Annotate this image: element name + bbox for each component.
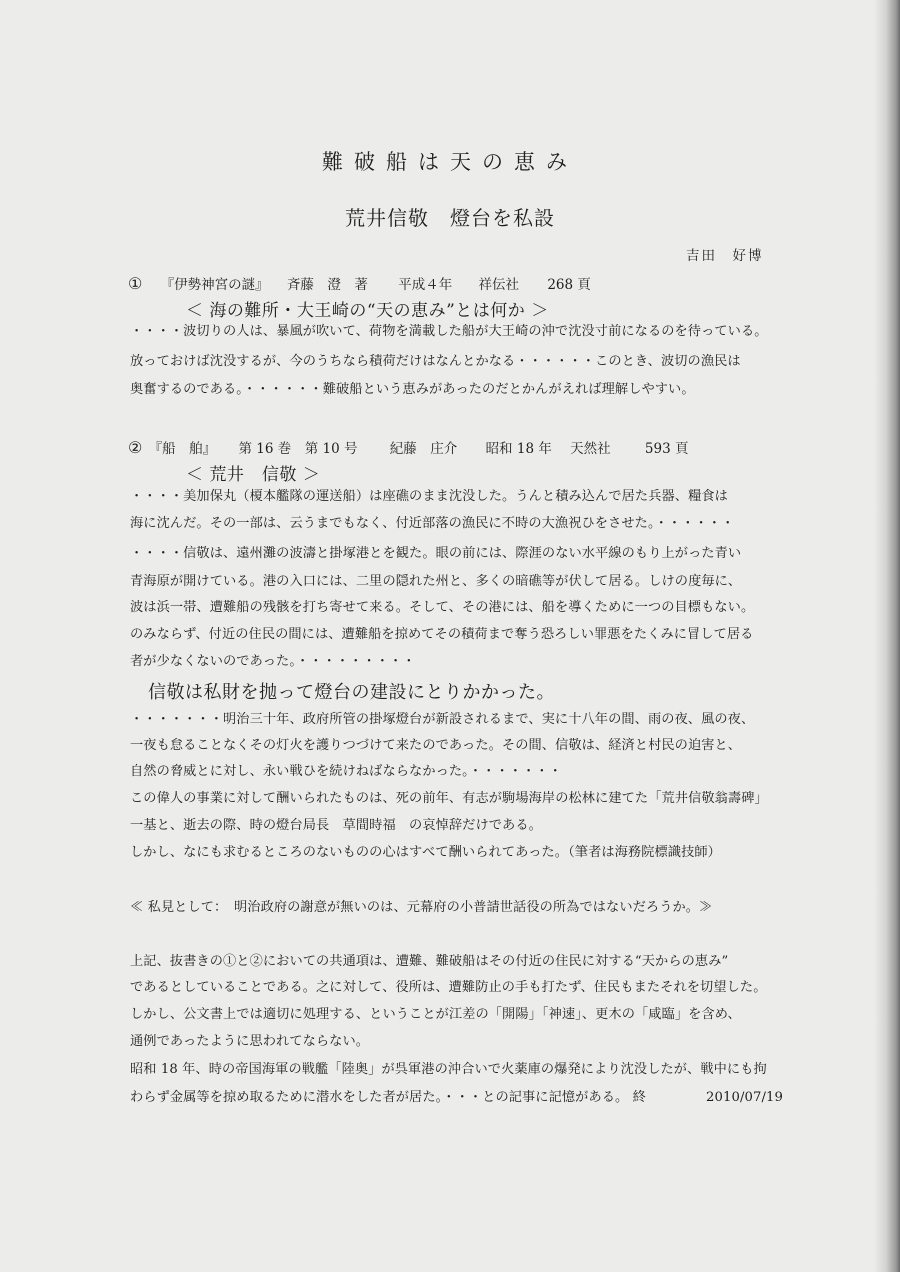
section2-line: 海に沈んだ。その一部は、云うまでもなく、付近部落の漁民に不時の大漁祝ひをさせた。・・・・・・ — [130, 516, 735, 531]
section2-line: ・・・・信敬は、遠州灘の波濤と掛塚港とを観た。眼の前には、際涯のない水平線のもり上がった青い — [130, 546, 742, 561]
section1-book: 『伊勢神宮の謎』 — [160, 277, 269, 293]
section2-line: 波は浜一帯、遭難船の残骸を打ち寄せて来る。そして、その港には、船を導くために一つの目標もない。 — [130, 600, 755, 615]
summary-line: わらず金属等を掠め取るために潜水をした者が居た。・・・との記事に記憶がある。 終 — [130, 1090, 646, 1105]
section1-date: 平成４年 — [398, 277, 453, 293]
section1-publisher: 祥伝社 — [478, 277, 520, 293]
opinion-note: ≪ 私見として： 明治政府の謝意が無いのは、元幕府の小普請世話役の所為ではないだろうか。≫ — [130, 900, 713, 915]
section2-line: 一基と、逝去の際、時の燈台局長 草間時福 の哀悼辞だけである。 — [130, 818, 542, 833]
section2-reference — [128, 437, 688, 457]
section1-reference — [128, 273, 591, 293]
document-subtitle: 荒井信敬 燈台を私設 — [345, 206, 555, 230]
section2-number: ② — [128, 438, 143, 457]
section2-publisher: 天然社 — [570, 441, 611, 457]
author-name: 吉田 好博 — [686, 248, 764, 264]
section2-line: ・・・・・・・明治三十年、政府所管の掛塚燈台が新設されるまで、実に十八年の間、雨の夜、風の夜、 — [130, 712, 755, 727]
section2-page: 593 頁 — [644, 441, 689, 457]
summary-line: 上記、抜書きの①と②においての共通項は、遭難、難破船はその付近の住民に対する“天からの恵み” — [130, 954, 729, 969]
section2-line: ・・・・美加保丸（榎本艦隊の運送船）は座礁のまま沈没した。うんと積み込んで居た兵器、糧食は — [130, 489, 728, 504]
section2-date: 昭和 18 年 — [485, 441, 552, 457]
section2-line: のみならず、付近の住民の間には、遭難船を掠めてその積荷まで奪う恐ろしい罪悪をたくみに冒して居る — [130, 627, 754, 642]
section2-line: 者が少なくないのであった。・・・・・・・・・ — [130, 654, 416, 669]
section2-volume: 第 16 巻 第 10 号 — [238, 441, 358, 457]
section1-heading: ＜ 海の難所・大王崎の“天の恵み”とは何か ＞ — [186, 301, 549, 321]
section1-line: 放っておけば沈没するが、今のうちなら積荷だけはなんとかなる・・・・・・このとき、波切の漁民は — [130, 354, 741, 369]
summary-line: 通例であったように思われてならない。 — [130, 1034, 370, 1049]
section1-writer: 斉藤 澄 著 — [286, 277, 368, 293]
section1-line: 奥奮するのである。・・・・・・難破船という恵みがあったのだとかんがえれば理解しやすい。 — [130, 382, 695, 397]
section2-line: 青海原が開けている。港の入口には、二里の隠れた州と、多くの暗礁等が伏して居る。しけの度毎に、 — [130, 574, 742, 589]
section1-number: ① — [128, 274, 143, 293]
section1-page: 268 頁 — [547, 277, 591, 293]
document-title: 難破船は天の恵み — [322, 150, 578, 174]
page-edge-shadow — [874, 0, 900, 1272]
section2-big-heading: 信敬は私財を抛って燈台の建設にとりかかった。 — [148, 682, 555, 703]
summary-line: しかし、公文書上では適切に処理する、ということが江差の「開陽」「神速」、更木の「咸臨」を含め、 — [130, 1007, 741, 1022]
section2-line: この偉人の事業に対して酬いられたものは、死の前年、有志が駒場海岸の松林に建てた「荒井信敬翁壽碑」 — [130, 791, 768, 806]
section2-line: 一夜も怠ることなくその灯火を護りつづけて来たのであった。その間、信敬は、経済と村民の迫害と、 — [130, 738, 742, 753]
section2-book: 『船 舶』 — [148, 441, 217, 457]
section2-heading: ＜ 荒井 信敬 ＞ — [186, 465, 321, 485]
section2-line: しかし、なにも求むるところのないものの心はすべて酬いられてあった。（筆者は海務院標識技師） — [130, 845, 721, 860]
summary-line: 昭和 18 年、時の帝国海軍の戦艦「陸奥」が呉軍港の沖合いで火薬庫の爆発により沈没したが、戦中にも拘 — [130, 1062, 767, 1077]
section2-writer: 紀藤 庄介 — [389, 441, 458, 457]
date-stamp: 2010/07/19 — [706, 1090, 784, 1105]
section2-line: 自然の脅威とに対し、永い戦ひを続けねばならなかった。・・・・・・・ — [130, 764, 562, 779]
summary-line: であるとしていることである。之に対して、役所は、遭難防止の手も打たず、住民もまたそれを切望した。 — [130, 980, 767, 995]
section1-line: ・・・・波切りの人は、暴風が吹いて、荷物を満載した船が大王崎の沖で沈没寸前になるのを待っている。 — [130, 324, 768, 339]
